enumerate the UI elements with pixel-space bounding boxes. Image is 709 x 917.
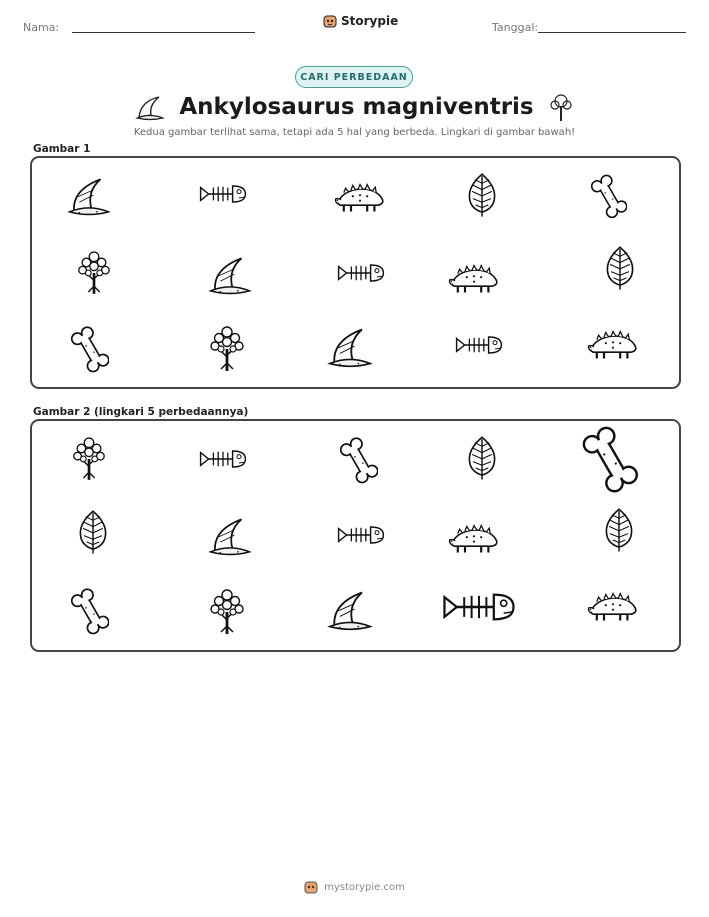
ankylosaurus-icon (586, 327, 640, 363)
bone-icon[interactable] (71, 586, 109, 636)
bone-icon (71, 324, 109, 374)
leaf-icon (464, 172, 500, 218)
bone-icon[interactable] (580, 425, 640, 493)
activity-badge: CARI PERBEDAAN (295, 66, 413, 88)
tree-icon (207, 323, 247, 373)
ankylosaurus-icon (333, 180, 387, 216)
ankylosaurus-icon (447, 261, 501, 297)
fish-skeleton-icon[interactable] (442, 588, 516, 626)
brand-name: Storypie (341, 14, 399, 28)
horn-icon (208, 253, 252, 297)
date-line[interactable] (538, 32, 686, 33)
bone-icon[interactable] (340, 435, 378, 485)
fish-skeleton-icon (337, 260, 385, 286)
page-title: Ankylosaurus magniventris (179, 94, 534, 120)
panel-2-label: Gambar 2 (lingkari 5 perbedaannya) (33, 406, 249, 418)
fish-skeleton-icon[interactable] (199, 446, 247, 472)
storypie-mascot-icon (304, 880, 318, 894)
ankylosaurus-icon[interactable] (586, 589, 640, 625)
name-label: Nama: (23, 21, 60, 34)
date-label: Tanggal: (492, 21, 539, 34)
fish-skeleton-icon (455, 332, 503, 358)
leaf-icon[interactable] (601, 505, 637, 555)
horn-icon (327, 324, 373, 370)
tree-icon[interactable] (207, 586, 247, 636)
tree-icon (548, 92, 574, 122)
leaf-icon (602, 243, 638, 293)
horn-icon[interactable] (208, 514, 252, 558)
leaf-icon[interactable] (464, 434, 500, 482)
fish-skeleton-icon (199, 181, 247, 207)
page-title-row (100, 90, 609, 124)
tree-icon (75, 248, 113, 296)
horn-icon (67, 174, 111, 218)
bone-icon (591, 173, 627, 219)
fish-skeleton-icon[interactable] (337, 522, 385, 548)
horn-icon[interactable] (327, 587, 373, 633)
ankylosaurus-icon[interactable] (447, 521, 501, 557)
tree-icon[interactable] (70, 434, 108, 482)
storypie-logo (323, 14, 398, 28)
horn-icon (135, 93, 165, 121)
name-line[interactable] (72, 32, 255, 33)
storypie-mascot-icon (323, 14, 337, 28)
instructions: Kedua gambar terlihat sama, tetapi ada 5 hal yang berbeda. Lingkari di gambar bawah! (133, 127, 576, 138)
leaf-icon[interactable] (75, 508, 111, 556)
footer-url[interactable]: mystorypie.com (324, 881, 405, 893)
panel-1-label: Gambar 1 (33, 143, 91, 155)
footer (0, 880, 709, 894)
